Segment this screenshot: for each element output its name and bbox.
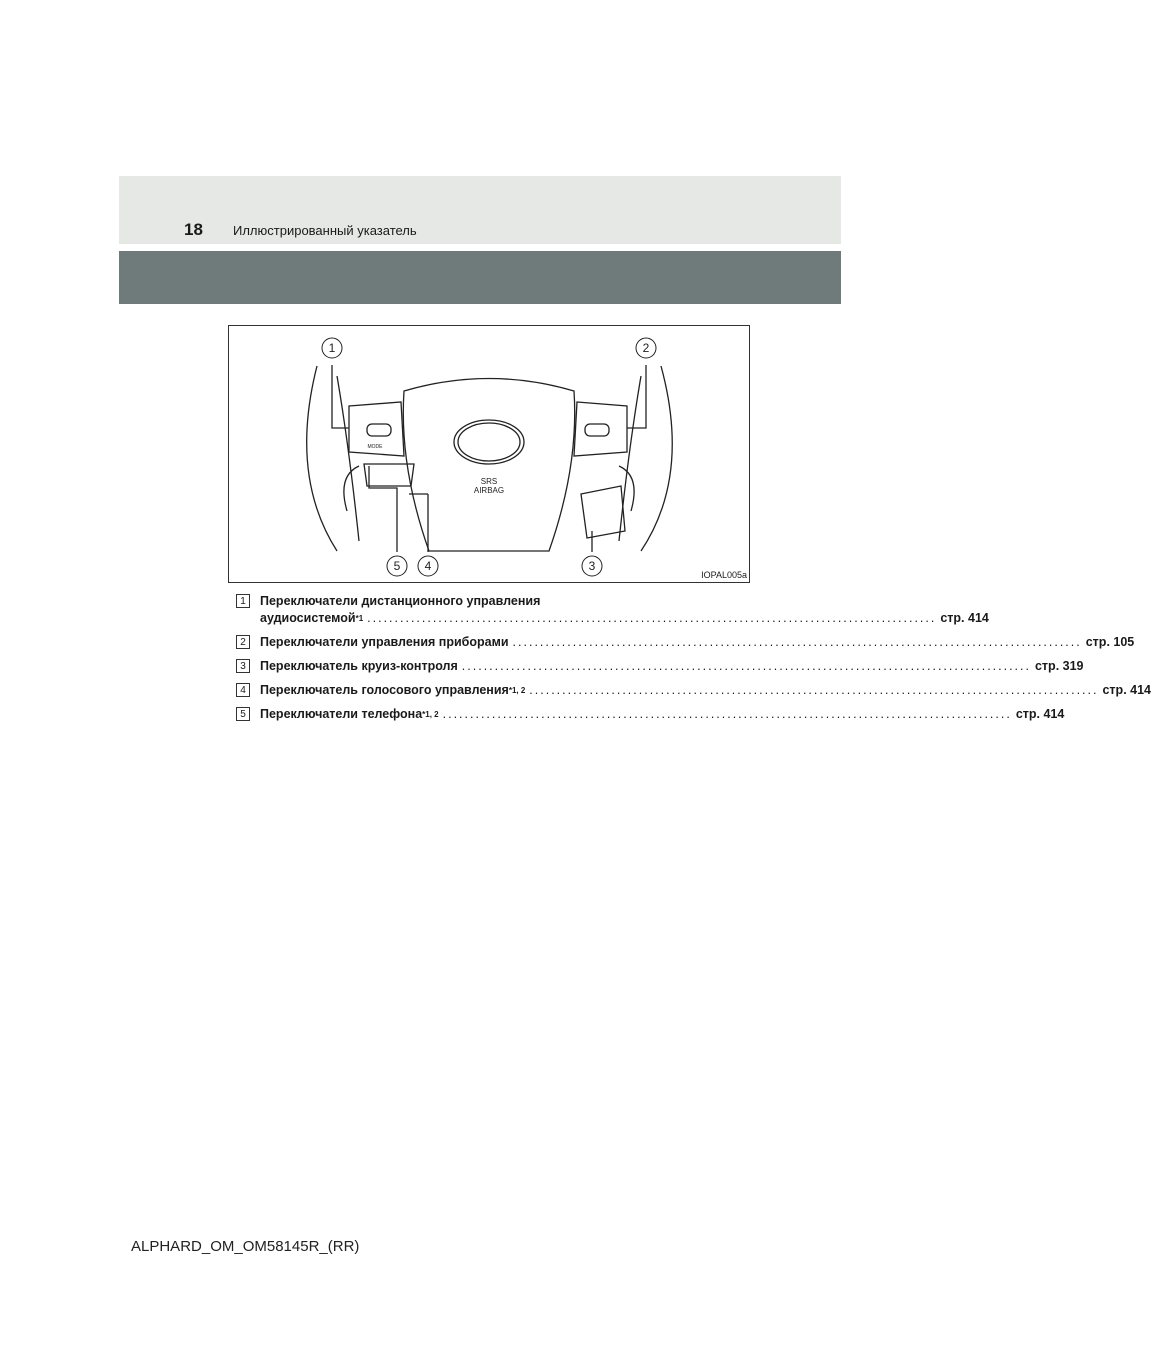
legend-ref-3[interactable]: стр. 319	[1034, 659, 1084, 673]
steering-wheel-illustration	[229, 326, 749, 582]
callout-label-2: 2	[642, 341, 650, 355]
legend-text-4: Переключатель голосового управления	[260, 683, 509, 697]
section-bar	[119, 251, 841, 304]
legend-num-3: 3	[236, 659, 250, 673]
callout-label-1: 1	[328, 341, 336, 355]
legend-sup-5: *1, 2	[422, 710, 439, 719]
legend-line1-1: Переключатели дистанционного управления	[260, 594, 541, 608]
airbag-label-srs: SRS	[480, 477, 498, 486]
legend-sup-1: *1	[355, 614, 364, 623]
legend-num-4: 4	[236, 683, 250, 697]
page-number: 18	[184, 220, 203, 239]
steering-wheel-figure	[228, 325, 750, 583]
section-title: Иллюстрированный указатель	[233, 223, 417, 238]
legend-text-3: Переключатель круиз-контроля	[260, 659, 458, 673]
legend-text-1: аудиосистемой	[260, 611, 356, 625]
mode-label: MODE	[367, 444, 383, 450]
header-band	[119, 176, 841, 244]
legend-text-2: Переключатели управления приборами	[260, 635, 509, 649]
legend-num-2: 2	[236, 635, 250, 649]
callout-label-5: 5	[393, 559, 401, 573]
legend-text-5: Переключатели телефона	[260, 707, 423, 721]
legend-num-5: 5	[236, 707, 250, 721]
legend-ref-2[interactable]: стр. 105	[1085, 635, 1135, 649]
callout-label-4: 4	[424, 559, 432, 573]
legend-ref-1[interactable]: стр. 414	[940, 611, 989, 625]
legend-ref-5[interactable]: стр. 414	[1015, 707, 1065, 721]
legend-sup-4: *1, 2	[508, 686, 526, 695]
airbag-label-airbag: AIRBAG	[473, 486, 505, 495]
legend-num-1: 1	[236, 594, 250, 608]
callout-label-3: 3	[588, 559, 596, 573]
figure-id: IOPAL005a	[701, 570, 747, 580]
footer-doc-code: ALPHARD_OM_OM58145R_(RR)	[131, 1238, 360, 1255]
legend-ref-4[interactable]: стр. 414	[1102, 683, 1151, 697]
